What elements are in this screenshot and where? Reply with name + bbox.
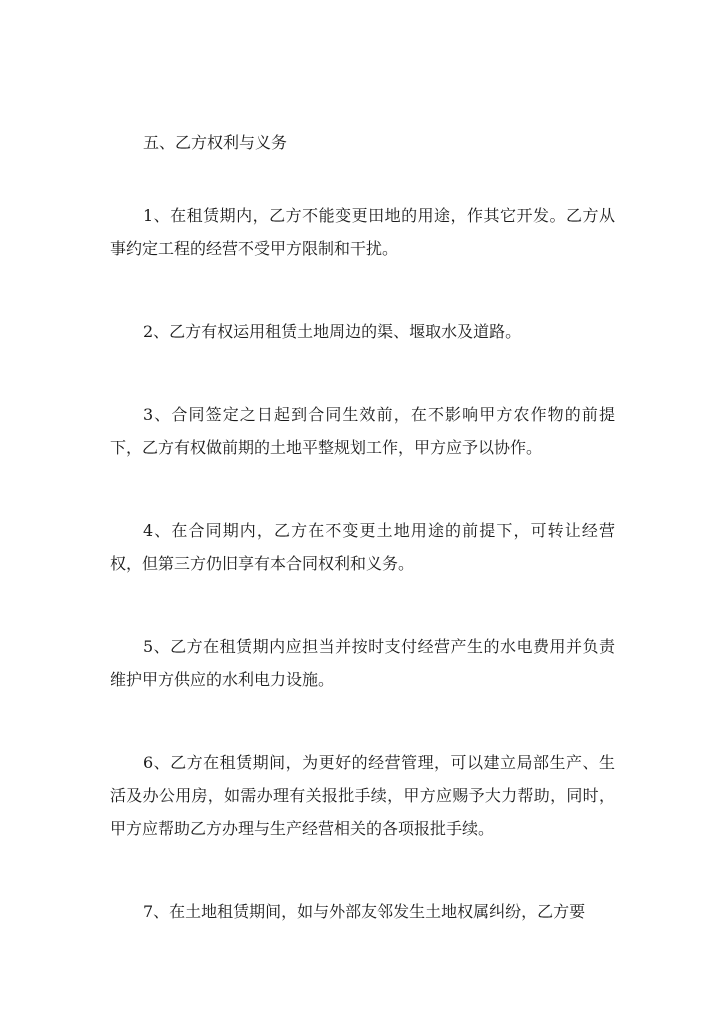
document-body: [110, 126, 615, 928]
paragraph-4: 4、在合同期内，乙方在不变更土地用途的前提下，可转让经营权，但第三方仍旧享有本合同权利和义务。: [110, 521, 615, 573]
paragraph-6: 6、乙方在租赁期间，为更好的经营管理，可以建立局部生产、生活及办公用房，如需办理有关报批手续，甲方应赐予大力帮助，同时，甲方应帮助乙方办理与生产经营相关的各项报批手续。: [110, 753, 615, 838]
spacer: [110, 580, 615, 630]
paragraph-3: 3、合同签定之日起到合同生效前，在不影响甲方农作物的前提下，乙方有权做前期的土地平整规划工作，甲方应予以协作。: [110, 405, 615, 457]
paragraph-7: 7、在土地租赁期间，如与外部友邻发生土地权属纠纷，乙方要: [143, 902, 586, 921]
paragraph-2: 2、乙方有权运用租赁土地周边的渠、堰取水及道路。: [143, 322, 522, 341]
spacer: [110, 696, 615, 746]
section-heading: 五、乙方权利与义务: [143, 133, 288, 152]
spacer: [110, 348, 615, 398]
spacer: [110, 265, 615, 315]
paragraph-1: 1、在租赁期内，乙方不能变更田地的用途，作其它开发。乙方从事约定工程的经营不受甲方限制和干扰。: [110, 206, 615, 258]
spacer: [110, 845, 615, 895]
spacer: [110, 160, 615, 199]
spacer: [110, 464, 615, 514]
paragraph-5: 5、乙方在租赁期内应担当并按时支付经营产生的水电费用并负责维护甲方供应的水利电力设施。: [110, 637, 615, 689]
